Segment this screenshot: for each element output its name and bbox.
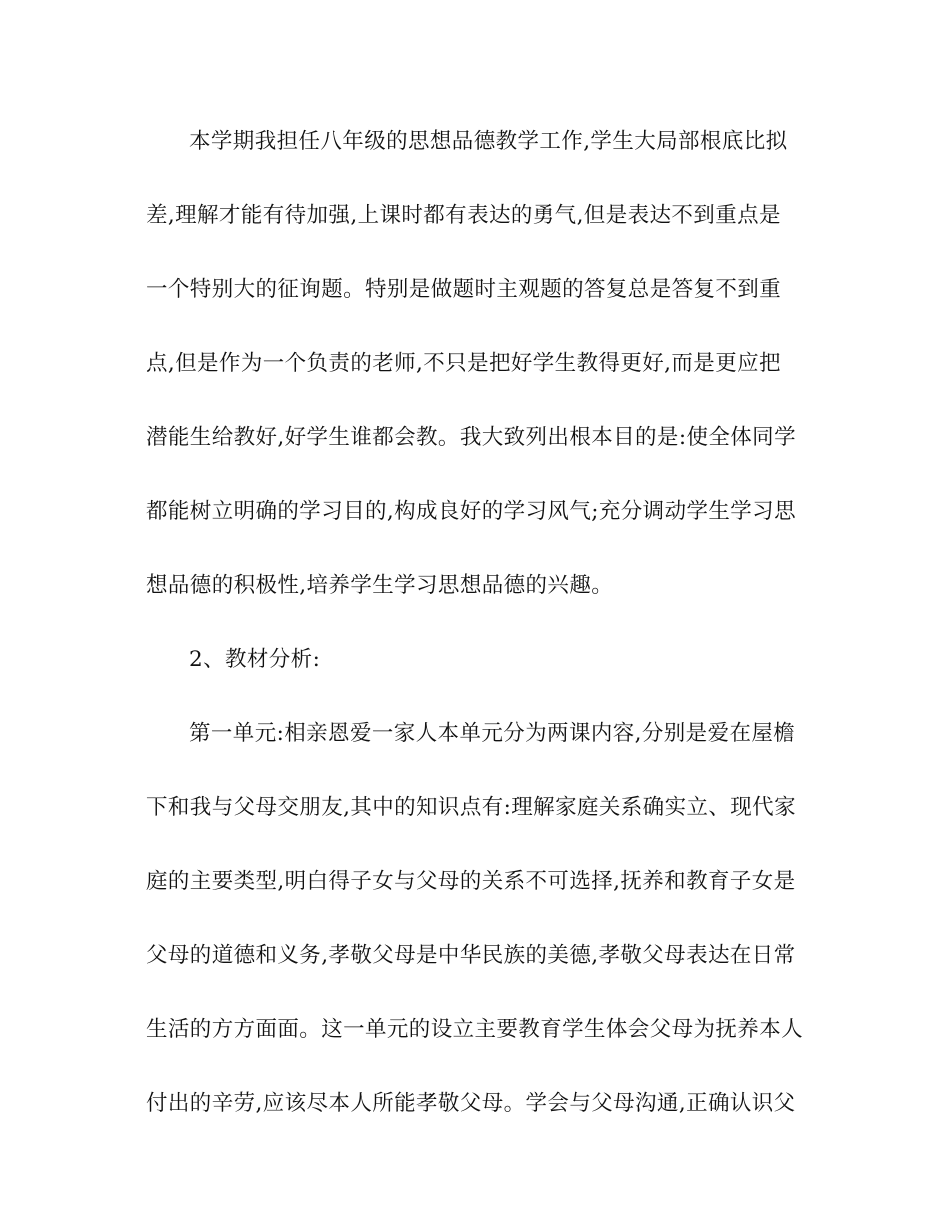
paragraph-line: 都能树立明确的学习目的,构成良好的学习风气;充分调动学生学习思 bbox=[146, 499, 796, 524]
paragraph-line: 付出的辛劳,应该尽本人所能孝敬父母。学会与父母沟通,正确认识父 bbox=[146, 1091, 796, 1116]
paragraph-line: 下和我与父母交朋友,其中的知识点有:理解家庭关系确实立、现代家 bbox=[146, 795, 796, 820]
paragraph-line: 点,但是作为一个负责的老师,不只是把好学生教得更好,而是更应把 bbox=[146, 351, 781, 376]
paragraph-line: 父母的道德和义务,孝敬父母是中华民族的美德,孝敬父母表达在日常 bbox=[146, 943, 796, 968]
section-heading: 2、教材分析: bbox=[189, 647, 321, 672]
paragraph-line: 生活的方方面面。这一单元的设立主要教育学生体会父母为抚养本人 bbox=[146, 1017, 804, 1042]
paragraph-line: 一个特别大的征询题。特别是做题时主观题的答复总是答复不到重 bbox=[146, 277, 782, 302]
paragraph-line: 庭的主要类型,明白得子女与父母的关系不可选择,抚养和教育子女是 bbox=[146, 869, 796, 894]
paragraph-line: 第一单元:相亲恩爱一家人本单元分为两课内容,分别是爱在屋檐 bbox=[189, 721, 796, 746]
paragraph-line: 潜能生给教好,好学生谁都会教。我大致列出根本目的是:使全体同学 bbox=[146, 425, 796, 450]
paragraph-line: 想品德的积极性,培养学生学习思想品德的兴趣。 bbox=[146, 573, 614, 598]
paragraph-line: 差,理解才能有待加强,上课时都有表达的勇气,但是表达不到重点是 bbox=[146, 203, 781, 228]
paragraph-line: 本学期我担任八年级的思想品德教学工作,学生大局部根底比拟 bbox=[189, 129, 788, 154]
